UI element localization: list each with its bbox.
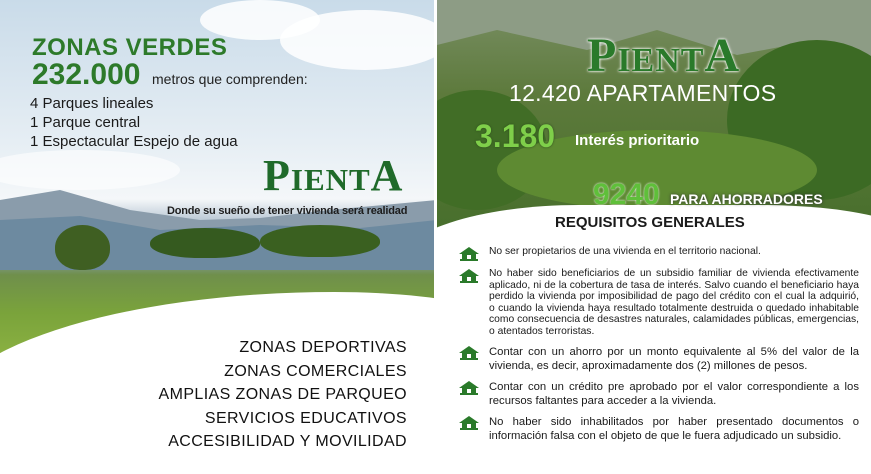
zonas-verdes-number: 232.000 [32, 58, 141, 91]
list-item: 1 Parque central [30, 114, 141, 131]
zonas-verdes-title: ZONAS VERDES [32, 34, 228, 61]
tree-image [55, 225, 110, 270]
list-item [459, 246, 859, 261]
house-icon [459, 269, 479, 283]
trees-image [150, 228, 260, 258]
list-item [459, 415, 859, 443]
right-panel [437, 0, 871, 474]
pienta-logo: PientA [587, 29, 741, 82]
list-item [459, 268, 859, 338]
requisitos-list [459, 246, 859, 450]
requisito-text: No haber sido beneficiarios de un subsidio familiar de vivienda efectivamente aplicado, ni de la cobertura de tasa de interés. Salvo cuando el beneficiario haya perdido la vivienda por imposibilidad de pago del crédito con el cual la adquirió, o cuando la vivienda haya resultado totalmente destruida o quedado inhabitable como consecuencia de desastres naturales, calamidades públicas, emergencias, o atentados terroristas. [489, 268, 859, 337]
ahorradores-number: 9240 [593, 178, 660, 211]
interes-prioritario-number: 3.180 [475, 118, 556, 154]
requisito-text: No haber sido inhabilitados por haber presentado documentos o información falsa con el objeto de que le fuera adjudicado un subsidio. [489, 415, 859, 442]
requisito-text: Contar con un ahorro por un monto equivalente al 5% del valor de la vivienda, es decir, aproximadamente dos (2) millones de pesos. [489, 345, 859, 372]
interes-prioritario-label: Interés prioritario [575, 132, 700, 149]
requisitos-title: REQUISITOS GENERALES [555, 214, 745, 231]
list-item: ZONAS DEPORTIVAS [239, 339, 407, 356]
list-item: ACCESIBILIDAD Y MOVILIDAD [168, 433, 407, 450]
house-icon [459, 381, 479, 395]
trees-image [260, 225, 380, 257]
list-item [459, 380, 859, 408]
house-icon [459, 247, 479, 261]
list-item [459, 345, 859, 373]
requisito-text: No ser propietarios de una vivienda en el territorio nacional. [489, 246, 761, 257]
list-item: ZONAS COMERCIALES [224, 362, 407, 380]
zonas-verdes-unit: metros que comprenden: [152, 71, 308, 87]
ahorradores-label: PARA AHORRADORES [670, 191, 823, 207]
requisito-text: Contar con un crédito pre aprobado por el valor correspondiente a los recursos faltantes para acceder a la vivienda. [489, 380, 859, 407]
apartments-count: 12.420 APARTAMENTOS [509, 80, 777, 106]
list-item: AMPLIAS ZONAS DE PARQUEO [158, 386, 407, 403]
tagline: Donde su sueño de tener vivienda será realidad [167, 205, 408, 217]
list-item: SERVICIOS EDUCATIVOS [204, 409, 407, 427]
house-icon [459, 346, 479, 360]
pienta-logo: PientA [263, 151, 404, 200]
features-list [159, 336, 407, 454]
list-item: 1 Espectacular Espejo de agua [30, 133, 238, 150]
list-item: 4 Parques lineales [30, 95, 154, 112]
zonas-verdes-list [30, 94, 238, 151]
house-icon [459, 416, 479, 430]
